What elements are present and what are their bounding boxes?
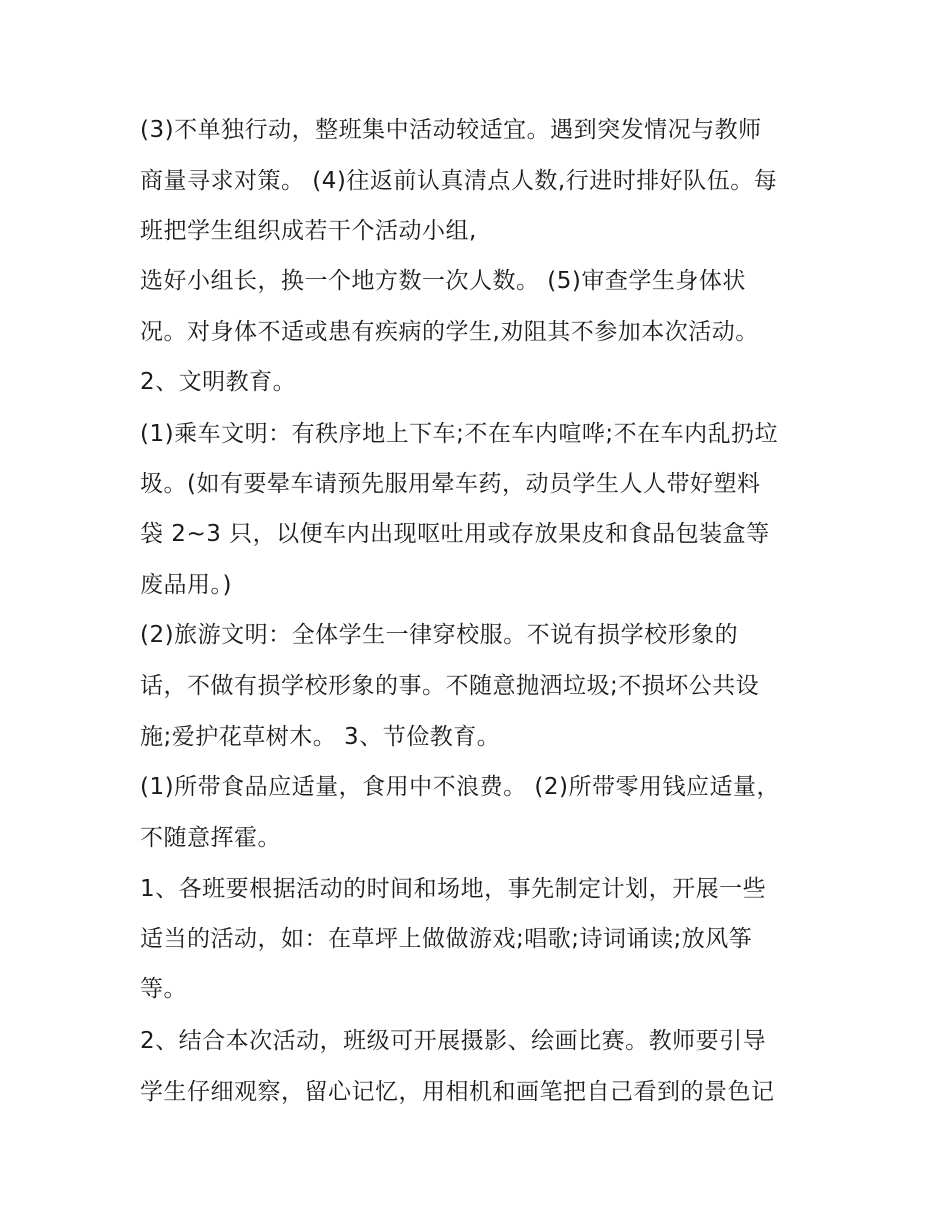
text-line: (3)不单独行动，整班集中活动较适宜。遇到突发情况与教师 (140, 117, 762, 143)
text-line: 话，不做有损学校形象的事。不随意抛洒垃圾;不损坏公共设 (140, 673, 760, 699)
text-line: (2)旅游文明：全体学生一律穿校服。不说有损学校形象的 (140, 622, 739, 648)
text-line: 施;爱护花草树木。 3、节俭教育。 (140, 724, 501, 750)
text-line: 圾。(如有要晕车请预先服用晕车药，动员学生人人带好塑料 (140, 471, 761, 497)
text-line: 况。对身体不适或患有疾病的学生,劝阻其不参加本次活动。 (140, 319, 759, 345)
text-line: 等。 (140, 976, 187, 1002)
text-line: (1)所带食品应适量，食用中不浪费。 (2)所带零用钱应适量， (140, 774, 780, 800)
text-line: 袋 2~3 只，以便车内出现呕吐用或存放果皮和食品包装盒等 (140, 521, 770, 547)
text-line: 不随意挥霍。 (140, 825, 281, 851)
text-line: 废品用。) (140, 572, 232, 598)
text-line: 学生仔细观察，留心记忆，用相机和画笔把自己看到的景色记 (140, 1079, 775, 1105)
text-line: 选好小组长，换一个地方数一次人数。 (5)审查学生身体状 (140, 268, 746, 294)
section-heading: 2、文明教育。 (140, 369, 297, 395)
text-line: 2、结合本次活动，班级可开展摄影、绘画比赛。教师要引导 (140, 1028, 767, 1054)
text-line: 1、各班要根据活动的时间和场地，事先制定计划，开展一些 (140, 876, 767, 902)
text-line: 商量寻求对策。 (4)往返前认真清点人数,行进时排好队伍。每 (140, 168, 778, 194)
text-line: (1)乘车文明：有秩序地上下车;不在车内喧哗;不在车内乱扔垃 (140, 421, 779, 447)
text-line: 班把学生组织成若干个活动小组, (140, 218, 477, 244)
text-line: 适当的活动，如：在草坪上做做游戏;唱歌;诗词诵读;放风筝 (140, 926, 753, 952)
